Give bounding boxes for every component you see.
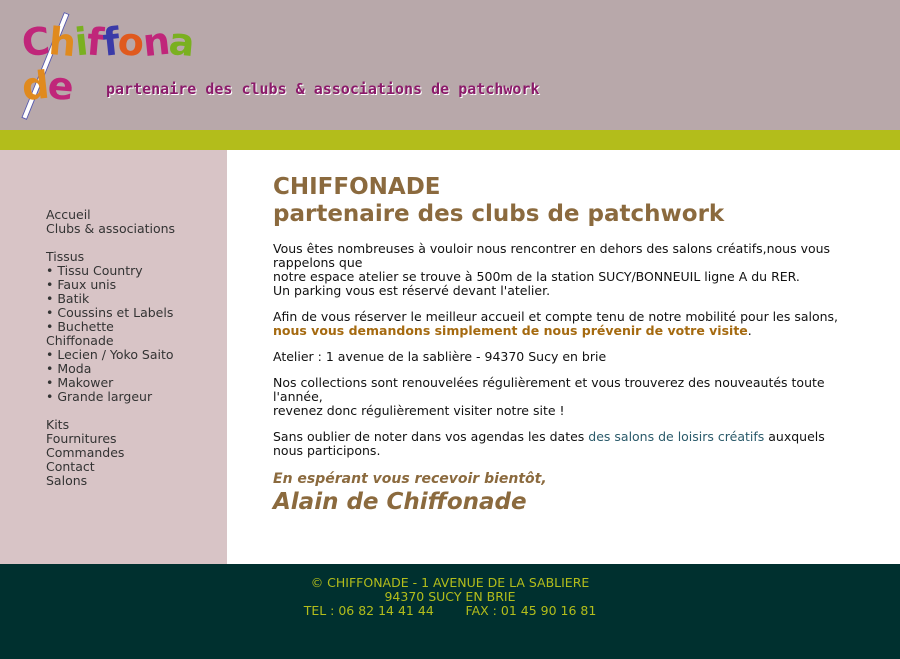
salons-link[interactable]: des salons de loisirs créatifs — [588, 429, 765, 444]
site-tagline: partenaire des clubs & associations de patchwork — [106, 80, 540, 98]
collections-paragraph: Nos collections sont renouvelées régulièrement et vous trouverez des nouveautés toute l'année, revenez donc régulièrement visiter notre site ! — [273, 375, 825, 418]
nav-item-tissus-3[interactable]: • Batik — [46, 291, 90, 306]
atelier-address: Atelier : 1 avenue de la sablière - 94370 Sucy en brie — [273, 349, 607, 364]
accent-bar — [0, 130, 900, 150]
page-body — [0, 150, 900, 564]
nav-item-tissus-9[interactable]: • Makower — [46, 375, 114, 390]
logo-letter: d — [19, 62, 51, 110]
nav-item-tissus-6[interactable]: Chiffonade — [46, 333, 114, 348]
nav-item-tissus-1[interactable]: • Tissu Country — [46, 263, 143, 278]
site-footer — [0, 564, 900, 659]
nav-item-other-0[interactable]: Kits — [46, 417, 70, 432]
nav-group-tissus — [46, 250, 175, 404]
footer-city: 94370 SUCY EN BRIE — [384, 589, 516, 604]
nav-item-tissus-0[interactable]: Tissus — [46, 249, 85, 264]
nav-item-tissus-5[interactable]: • Buchette — [46, 319, 114, 334]
logo-letter: n — [140, 18, 172, 66]
main-content — [227, 150, 900, 564]
logo-letter: C — [19, 18, 52, 66]
nav-item-other-1[interactable]: Fournitures — [46, 431, 117, 446]
intro-paragraph: Vous êtes nombreuses à vouloir nous rencontrer en dehors des salons créatifs,nous vous rappelons que notre espace atelier se trouve à 500m de la station SUCY/BONNEUIL ligne A du RER. Un parking vous est réservé devant l'atelier. — [273, 241, 831, 298]
footer-phone-fax: TEL : 06 82 14 41 44 FAX : 01 45 90 16 81 — [303, 603, 597, 618]
logo-letter: e — [46, 63, 75, 109]
nav-item-tissus-7[interactable]: • Lecien / Yoko Saito — [46, 347, 174, 362]
visit-paragraph: Afin de vous réserver le meilleur accueil et compte tenu de notre mobilité pour les salons, nous vous demandons simplement de nous prévenir de votre visite. — [273, 309, 839, 338]
logo-letter: o — [116, 18, 146, 66]
logo-letter: a — [167, 19, 196, 65]
footer-copyright: © CHIFFONADE - 1 AVENUE DE LA SABLIERE — [310, 575, 590, 590]
nav-item-other-4[interactable]: Salons — [46, 473, 88, 488]
nav-item-main-0[interactable]: Accueil — [46, 207, 91, 222]
logo-letter: i — [72, 19, 90, 65]
logo-letter: h — [47, 18, 77, 66]
page-title: CHIFFONADE partenaire des clubs de patchwork — [273, 174, 725, 227]
salons-paragraph: Sans oublier de noter dans vos agendas les dates des salons de loisirs créatifs auxquels nous participons. — [273, 429, 825, 458]
logo-letter: f — [100, 19, 121, 65]
visit-notice-link[interactable]: nous vous demandons simplement de nous prévenir de votre visite — [273, 323, 748, 338]
chiffonade-logo[interactable] — [8, 6, 218, 124]
nav-item-other-2[interactable]: Commandes — [46, 445, 125, 460]
logo-letter: f — [85, 19, 105, 65]
nav-group-other — [46, 418, 175, 488]
closing-signature: Alain de Chiffonade — [273, 489, 527, 515]
sidebar — [0, 150, 227, 564]
nav-group-main — [46, 208, 175, 236]
nav-item-tissus-4[interactable]: • Coussins et Labels — [46, 305, 174, 320]
nav-item-main-1[interactable]: Clubs & associations — [46, 221, 176, 236]
closing-greeting: En espérant vous recevoir bientôt, — [273, 471, 547, 487]
site-header — [0, 0, 900, 130]
nav-item-tissus-10[interactable]: • Grande largeur — [46, 389, 153, 404]
nav-item-other-3[interactable]: Contact — [46, 459, 95, 474]
nav-item-tissus-2[interactable]: • Faux unis — [46, 277, 117, 292]
nav-item-tissus-8[interactable]: • Moda — [46, 361, 92, 376]
sidebar-nav — [46, 208, 175, 488]
